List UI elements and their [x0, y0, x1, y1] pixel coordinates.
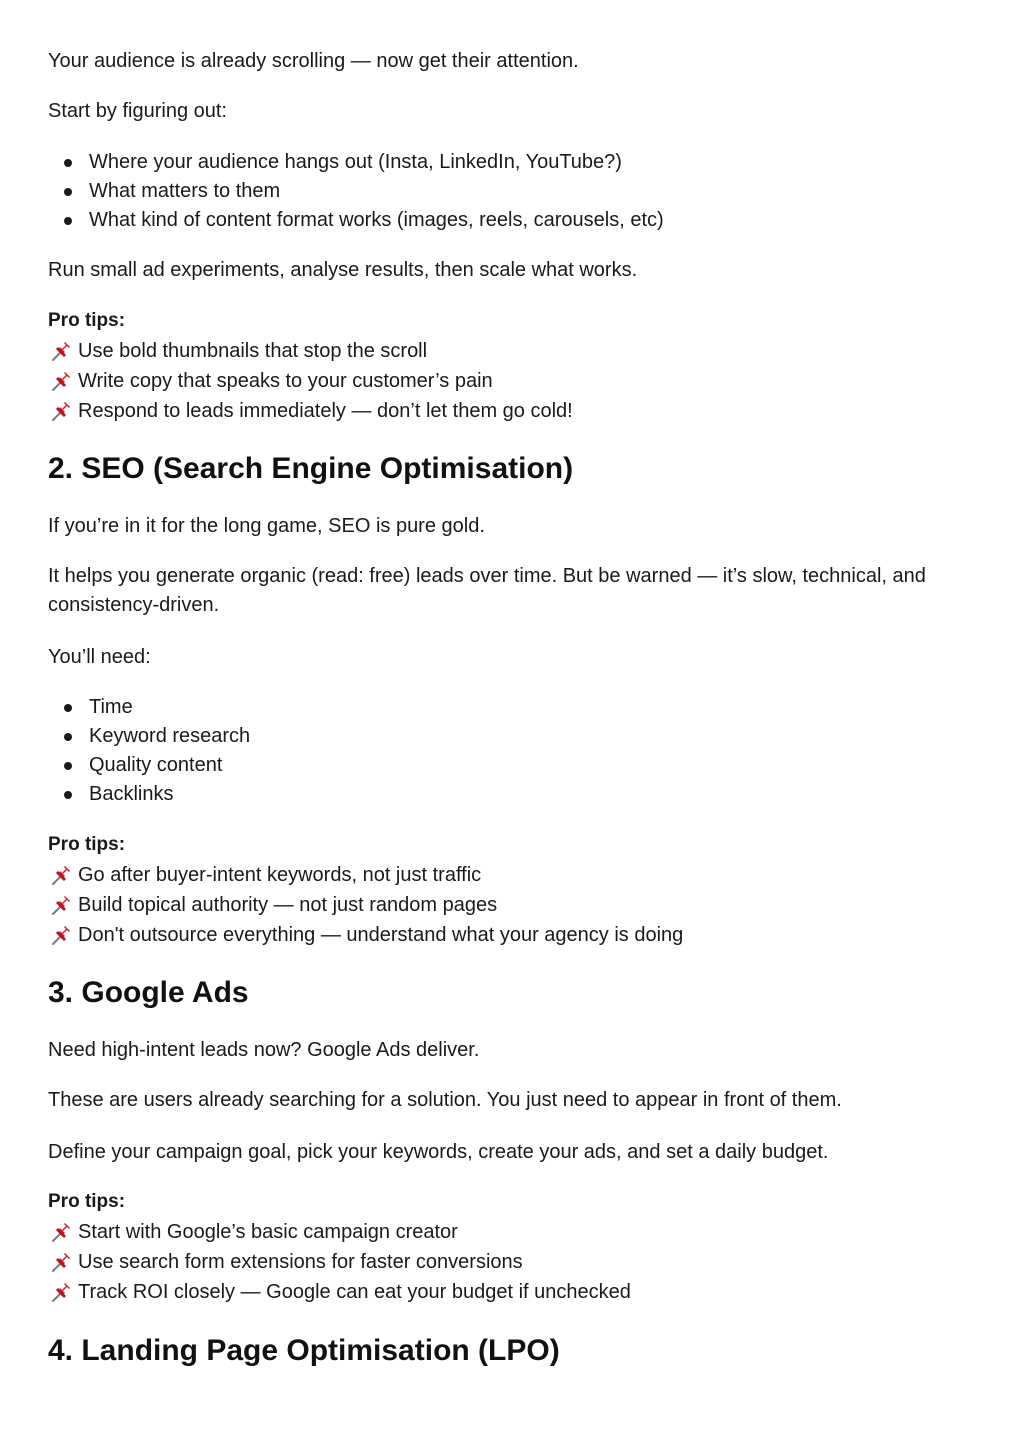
- section-heading-lpo: 4. Landing Page Optimisation (LPO): [48, 1334, 560, 1367]
- list-item: What matters to them: [48, 177, 664, 206]
- pro-tips-label: Pro tips:: [48, 834, 126, 855]
- list-item: Time: [48, 693, 250, 722]
- list-item: Keyword research: [48, 722, 250, 751]
- pro-tips-label: Pro tips:: [48, 310, 126, 331]
- seo-paragraph-1: If you’re in it for the long game, SEO is pure gold.: [48, 515, 485, 537]
- bullet-dot: [64, 733, 72, 741]
- google-ads-paragraph-1: Need high-intent leads now? Google Ads deliver.: [48, 1039, 480, 1061]
- bullet-dot: [64, 791, 72, 799]
- list-item: Where your audience hangs out (Insta, LinkedIn, YouTube?): [48, 148, 664, 177]
- tip-item: Don't outsource everything — understand what your agency is doing: [48, 920, 683, 950]
- bullet-dot: [64, 217, 72, 225]
- tip-item: Use search form extensions for faster conversions: [48, 1247, 631, 1277]
- bullet-dot: [64, 188, 72, 196]
- tip-item: Use bold thumbnails that stop the scroll: [48, 336, 573, 366]
- seo-bullet-list: [48, 693, 250, 809]
- bullet-dot: [64, 762, 72, 770]
- tip-item: Build topical authority — not just random pages: [48, 890, 683, 920]
- tip-item: Start with Google’s basic campaign creator: [48, 1217, 631, 1247]
- intro-line-3: Run small ad experiments, analyse results, then scale what works.: [48, 259, 638, 281]
- tip-item: Track ROI closely — Google can eat your budget if unchecked: [48, 1277, 631, 1307]
- pushpin-icon: [50, 1281, 74, 1303]
- pushpin-icon: [50, 894, 74, 916]
- pushpin-icon: [50, 400, 74, 422]
- section-heading-seo: 2. SEO (Search Engine Optimisation): [48, 452, 574, 485]
- seo-pro-tips: [48, 860, 683, 950]
- pushpin-icon: [50, 1221, 74, 1243]
- pro-tips-label: Pro tips:: [48, 1191, 126, 1212]
- intro-bullet-list: [48, 148, 664, 235]
- list-item: What kind of content format works (images, reels, carousels, etc): [48, 206, 664, 235]
- intro-line-1: Your audience is already scrolling — now get their attention.: [48, 50, 579, 72]
- list-item: Backlinks: [48, 780, 250, 809]
- google-ads-paragraph-2: These are users already searching for a solution. You just need to appear in front of them.: [48, 1089, 842, 1111]
- google-ads-pro-tips: [48, 1217, 631, 1307]
- google-ads-paragraph-3: Define your campaign goal, pick your keywords, create your ads, and set a daily budget.: [48, 1141, 829, 1163]
- pushpin-icon: [50, 1251, 74, 1273]
- bullet-dot: [64, 159, 72, 167]
- tip-item: Write copy that speaks to your customer’s pain: [48, 366, 573, 396]
- pushpin-icon: [50, 340, 74, 362]
- pushpin-icon: [50, 864, 74, 886]
- bullet-dot: [64, 704, 72, 712]
- intro-line-2: Start by figuring out:: [48, 100, 227, 122]
- list-item: Quality content: [48, 751, 250, 780]
- tip-item: Respond to leads immediately — don’t let them go cold!: [48, 396, 573, 426]
- pushpin-icon: [50, 924, 74, 946]
- pushpin-icon: [50, 370, 74, 392]
- tip-item: Go after buyer-intent keywords, not just traffic: [48, 860, 683, 890]
- seo-paragraph-3: You’ll need:: [48, 646, 151, 668]
- section-heading-google-ads: 3. Google Ads: [48, 976, 249, 1009]
- seo-paragraph-2: It helps you generate organic (read: free) leads over time. But be warned — it’s slow, technical, and consistency-driven.: [48, 565, 926, 616]
- intro-pro-tips: [48, 336, 573, 426]
